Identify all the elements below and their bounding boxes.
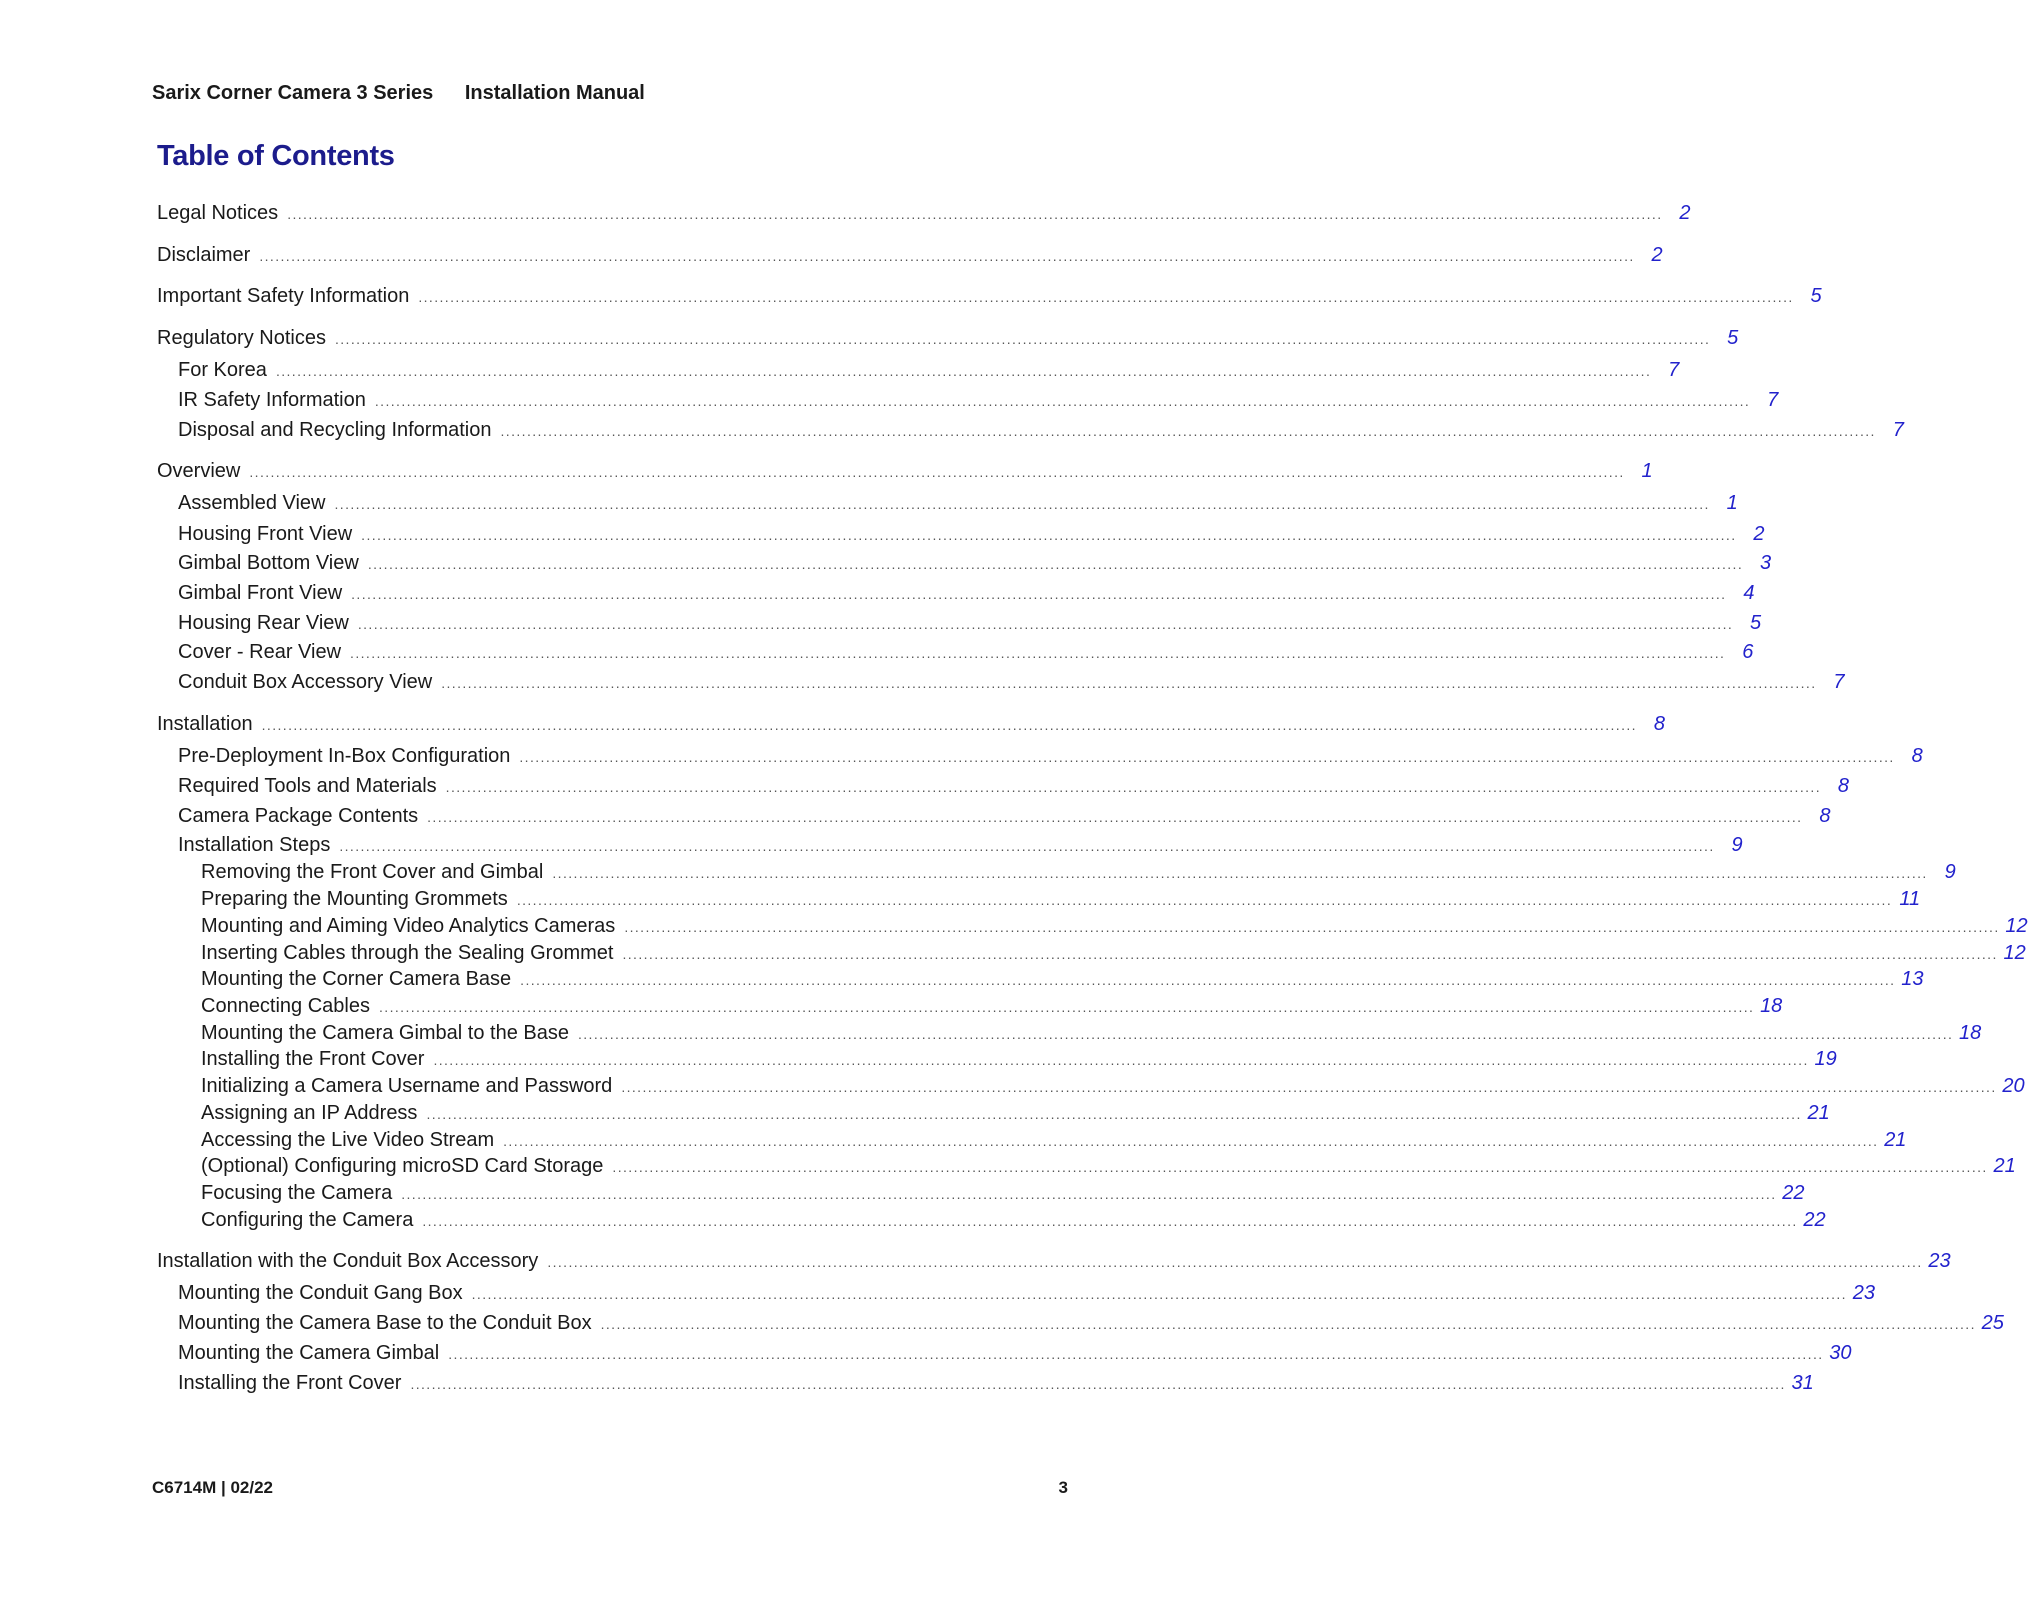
toc-entry-label[interactable]: Disposal and Recycling Information (178, 419, 492, 441)
dot-leader: .................................................................................................................................................................................................................................................................... (519, 749, 1895, 765)
toc-entry[interactable] (157, 358, 1680, 383)
toc-entry[interactable] (157, 744, 1923, 769)
toc-entry-label[interactable]: Initializing a Camera Username and Password (201, 1075, 613, 1097)
toc-entry-label[interactable]: Pre-Deployment In-Box Configuration (178, 745, 511, 767)
toc-entry-label[interactable]: Inserting Cables through the Sealing Grommet (201, 942, 614, 964)
dot-leader: .................................................................................................................................................................................................................................................................... (261, 717, 1637, 733)
toc-entry-label[interactable]: Gimbal Bottom View (178, 552, 359, 574)
toc-entry[interactable] (157, 418, 1904, 443)
toc-entry-page-link[interactable]: 1 (1726, 492, 1738, 514)
toc-entry-page-link[interactable]: 18 (1959, 1022, 1982, 1044)
dot-leader: .................................................................................................................................................................................................................................................................... (357, 616, 1734, 632)
dot-leader: .................................................................................................................................................................................................................................................................... (334, 496, 1710, 512)
toc-entry-label[interactable]: Preparing the Mounting Grommets (201, 888, 508, 910)
toc-entry[interactable] (157, 284, 1822, 309)
toc-entry[interactable] (157, 804, 1831, 829)
toc-entry-page-link[interactable]: 23 (1928, 1250, 1951, 1272)
dot-leader: .................................................................................................................................................................................................................................................................... (410, 1376, 1786, 1392)
toc-entry[interactable] (157, 860, 1956, 885)
toc-entry-label[interactable]: Housing Front View (178, 523, 353, 545)
toc-entry[interactable] (157, 459, 1653, 484)
toc-entry-page-link[interactable]: 9 (1944, 861, 1956, 883)
dot-leader: .................................................................................................................................................................................................................................................................... (448, 1346, 1824, 1362)
toc-entry[interactable] (157, 941, 2026, 966)
dot-leader: .................................................................................................................................................................................................................................................................... (361, 527, 1737, 543)
toc-entry-page-link[interactable]: 21 (1993, 1155, 2016, 1177)
dot-leader: .................................................................................................................................................................................................................................................................... (422, 1213, 1798, 1229)
toc-entry-page-link[interactable]: 8 (1837, 775, 1849, 797)
toc-entry[interactable] (157, 1208, 1826, 1233)
toc-entry[interactable] (157, 551, 1772, 576)
toc-entry-label[interactable]: Connecting Cables (201, 995, 370, 1017)
toc-entry[interactable] (157, 1047, 1837, 1072)
toc-entry[interactable] (157, 774, 1849, 799)
toc-entry-page-link[interactable]: 5 (1750, 612, 1762, 634)
dot-leader: .................................................................................................................................................................................................................................................................... (249, 464, 1625, 480)
toc-entry[interactable] (157, 326, 1739, 351)
page-number: 3 (1058, 1478, 1068, 1497)
toc-entry[interactable] (157, 1249, 1951, 1274)
toc-entry-page-link[interactable]: 7 (1668, 359, 1680, 381)
document-code: C6714M | 02/22 (152, 1478, 274, 1497)
dot-leader: .................................................................................................................................................................................................................................................................... (418, 289, 1794, 305)
toc-entry-label[interactable]: Mounting the Corner Camera Base (201, 968, 512, 990)
dot-leader: .................................................................................................................................................................................................................................................................... (600, 1316, 1976, 1332)
dot-leader: .................................................................................................................................................................................................................................................................... (339, 838, 1715, 854)
page-footer (152, 1478, 1068, 1498)
toc-entry[interactable] (157, 611, 1762, 636)
dot-leader: .................................................................................................................................................................................................................................................................... (547, 1254, 1923, 1270)
toc-entry-page-link[interactable]: 6 (1742, 641, 1754, 663)
toc-entry-label[interactable]: IR Safety Information (178, 389, 366, 411)
toc-entry-page-link[interactable]: 19 (1814, 1048, 1837, 1070)
document-type: Installation Manual (464, 82, 645, 104)
toc-entry[interactable] (157, 640, 1754, 665)
dot-leader: .................................................................................................................................................................................................................................................................... (503, 1133, 1879, 1149)
toc-entry-page-link[interactable]: 22 (1782, 1182, 1805, 1204)
toc-entry-label[interactable]: Installation with the Conduit Box Accessory (157, 1250, 539, 1272)
toc-entry-label[interactable]: Conduit Box Accessory View (178, 671, 433, 693)
toc-entry[interactable] (157, 1341, 1852, 1366)
toc-entry[interactable] (157, 887, 1921, 912)
toc-entry[interactable] (157, 1101, 1830, 1126)
toc-entry[interactable] (157, 712, 1665, 737)
toc-entry-page-link[interactable]: 2 (1679, 202, 1691, 224)
toc-entry-label[interactable]: Installation Steps (178, 834, 331, 856)
dot-leader: .................................................................................................................................................................................................................................................................... (516, 892, 1893, 908)
toc-entry-label[interactable]: Mounting and Aiming Video Analytics Cameras (201, 915, 616, 937)
toc-entry-page-link[interactable]: 5 (1810, 285, 1822, 307)
dot-leader: .................................................................................................................................................................................................................................................................... (624, 919, 2000, 935)
dot-leader: .................................................................................................................................................................................................................................................................... (334, 331, 1711, 347)
toc-entry-label[interactable]: Mounting the Camera Base to the Conduit Box (178, 1312, 592, 1334)
toc-entry-page-link[interactable]: 23 (1852, 1282, 1875, 1304)
toc-entry[interactable] (157, 201, 1691, 226)
toc-entry-page-link[interactable]: 12 (2005, 915, 2028, 937)
toc-entry-page-link[interactable]: 7 (1892, 419, 1904, 441)
toc-entry-label[interactable]: Installing the Front Cover (178, 1372, 402, 1394)
toc-entry-label[interactable]: Mounting the Camera Gimbal to the Base (201, 1022, 569, 1044)
toc-entry[interactable] (157, 1021, 1982, 1046)
dot-leader: .................................................................................................................................................................................................................................................................... (351, 586, 1727, 602)
toc-entry[interactable] (157, 967, 1924, 992)
toc-entry-page-link[interactable]: 25 (1981, 1312, 2004, 1334)
toc-entry-page-link[interactable]: 9 (1731, 834, 1743, 856)
dot-leader: .................................................................................................................................................................................................................................................................... (374, 393, 1751, 409)
toc-entry-page-link[interactable]: 4 (1743, 582, 1755, 604)
toc-entry-page-link[interactable]: 2 (1753, 523, 1765, 545)
toc-entry-page-link[interactable]: 13 (1901, 968, 1924, 990)
toc-entry-label[interactable]: Assembled View (178, 492, 326, 514)
toc-entry-label[interactable]: Overview (157, 460, 241, 482)
toc-entry-page-link[interactable]: 31 (1791, 1372, 1814, 1394)
toc-entry-label[interactable]: Focusing the Camera (201, 1182, 393, 1204)
toc-entry-page-link[interactable]: 11 (1899, 888, 1921, 910)
toc-entry-page-link[interactable]: 1 (1641, 460, 1653, 482)
toc-entry-page-link[interactable]: 8 (1653, 713, 1665, 735)
dot-leader: .................................................................................................................................................................................................................................................................... (287, 206, 1663, 222)
toc-entry-label[interactable]: Required Tools and Materials (178, 775, 437, 797)
toc-entry[interactable] (157, 1128, 1907, 1153)
toc-entry[interactable] (157, 1371, 1814, 1396)
dot-leader: .................................................................................................................................................................................................................................................................... (275, 363, 1652, 379)
toc-entry-label[interactable]: Camera Package Contents (178, 805, 419, 827)
dot-leader: .................................................................................................................................................................................................................................................................... (379, 999, 1755, 1015)
toc-entry[interactable] (157, 1154, 2016, 1179)
toc-entry[interactable] (157, 914, 2028, 939)
dot-leader: .................................................................................................................................................................................................................................................................... (612, 1159, 1988, 1175)
toc-entry-label[interactable]: Gimbal Front View (178, 582, 343, 604)
dot-leader: .................................................................................................................................................................................................................................................................... (577, 1026, 1954, 1042)
toc-entry-page-link[interactable]: 22 (1803, 1209, 1826, 1231)
toc-entry-page-link[interactable]: 18 (1760, 995, 1783, 1017)
toc-entry[interactable] (157, 581, 1755, 606)
toc-entry-label[interactable]: Installing the Front Cover (201, 1048, 425, 1070)
toc-entry[interactable] (157, 1074, 2025, 1099)
product-name: Sarix Corner Camera 3 Series (152, 82, 434, 104)
dot-leader: .................................................................................................................................................................................................................................................................... (401, 1186, 1777, 1202)
toc-entry-label[interactable]: (Optional) Configuring microSD Card Storage (201, 1155, 604, 1177)
toc-entry[interactable] (157, 1311, 2004, 1336)
dot-leader: .................................................................................................................................................................................................................................................................... (622, 946, 1998, 962)
toc-entry-page-link[interactable]: 20 (2002, 1075, 2025, 1097)
dot-leader: .................................................................................................................................................................................................................................................................... (500, 423, 1876, 439)
toc-entry[interactable] (157, 1181, 1805, 1206)
toc-entry[interactable] (157, 670, 1845, 695)
toc-entry-page-link[interactable]: 7 (1767, 389, 1779, 411)
toc-entry-label[interactable]: Cover - Rear View (178, 641, 342, 663)
toc-entry-label[interactable]: Disclaimer (157, 244, 251, 266)
toc-entry-label[interactable]: Regulatory Notices (157, 327, 326, 349)
dot-leader: .................................................................................................................................................................................................................................................................... (426, 1106, 1802, 1122)
toc-entry[interactable] (157, 522, 1765, 547)
toc-entry[interactable] (157, 491, 1738, 516)
dot-leader: .................................................................................................................................................................................................................................................................... (259, 248, 1635, 264)
toc-entry-page-link[interactable]: 2 (1651, 244, 1663, 266)
dot-leader: .................................................................................................................................................................................................................................................................... (621, 1079, 1997, 1095)
toc-entry-label[interactable]: Installation (157, 713, 253, 735)
dot-leader: .................................................................................................................................................................................................................................................................... (433, 1052, 1809, 1068)
toc-entry-label[interactable]: Removing the Front Cover and Gimbal (201, 861, 544, 883)
toc-entry-label[interactable]: Assigning an IP Address (201, 1102, 418, 1124)
toc-entry-page-link[interactable]: 21 (1884, 1129, 1907, 1151)
toc-list (157, 0, 2028, 1600)
toc-entry-label[interactable]: Accessing the Live Video Stream (201, 1129, 495, 1151)
toc-entry-page-link[interactable]: 5 (1727, 327, 1739, 349)
toc-entry-page-link[interactable]: 3 (1760, 552, 1772, 574)
toc-entry-label[interactable]: Legal Notices (157, 202, 279, 224)
dot-leader: .................................................................................................................................................................................................................................................................... (427, 809, 1803, 825)
toc-title: Table of Contents (157, 140, 395, 172)
toc-entry-page-link[interactable]: 8 (1911, 745, 1923, 767)
toc-entry[interactable] (157, 1281, 1875, 1306)
dot-leader: .................................................................................................................................................................................................................................................................... (471, 1286, 1847, 1302)
toc-entry[interactable] (157, 833, 1743, 858)
dot-leader: .................................................................................................................................................................................................................................................................... (520, 972, 1896, 988)
toc-entry[interactable] (157, 994, 1783, 1019)
toc-entry-page-link[interactable]: 7 (1833, 671, 1845, 693)
toc-entry-page-link[interactable]: 21 (1807, 1102, 1830, 1124)
dot-leader: .................................................................................................................................................................................................................................................................... (445, 779, 1821, 795)
toc-entry-page-link[interactable]: 12 (2003, 942, 2026, 964)
toc-entry-label[interactable]: Important Safety Information (157, 285, 410, 307)
toc-entry-label[interactable]: Mounting the Camera Gimbal (178, 1342, 440, 1364)
toc-entry-page-link[interactable]: 8 (1819, 805, 1831, 827)
toc-entry-label[interactable]: Mounting the Conduit Gang Box (178, 1282, 463, 1304)
dot-leader: .................................................................................................................................................................................................................................................................... (350, 645, 1726, 661)
toc-entry-label[interactable]: Configuring the Camera (201, 1209, 414, 1231)
toc-entry-page-link[interactable]: 30 (1829, 1342, 1852, 1364)
toc-entry[interactable] (157, 243, 1663, 268)
toc-entry-label[interactable]: Housing Rear View (178, 612, 349, 634)
dot-leader: .................................................................................................................................................................................................................................................................... (552, 865, 1928, 881)
toc-entry-label[interactable]: For Korea (178, 359, 267, 381)
dot-leader: .................................................................................................................................................................................................................................................................... (367, 556, 1744, 572)
toc-entry[interactable] (157, 388, 1779, 413)
dot-leader: .................................................................................................................................................................................................................................................................... (441, 675, 1817, 691)
